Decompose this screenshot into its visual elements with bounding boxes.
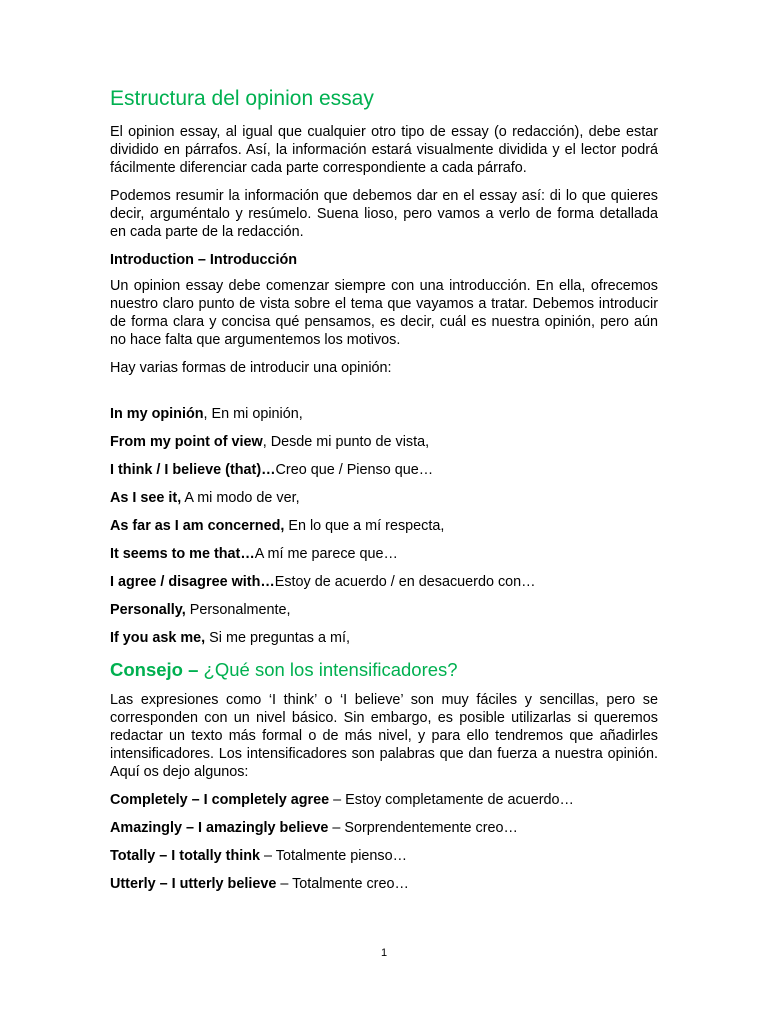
document-title: Estructura del opinion essay [110,87,374,110]
intensifier-spanish: – Sorprendentemente creo… [328,820,518,836]
phrase-english: As I see it, [110,490,182,506]
intensifier-spanish: – Totalmente pienso… [260,848,407,864]
phrase-english: It seems to me that… [110,546,255,562]
intensifier-item [110,875,658,893]
section-paragraph-1: Un opinion essay debe comenzar siempre con una introducción. En ella, ofrecemos nuestro claro punto de vista sobre el tema que vayamos a tratar. Debemos introducir de forma clara y concisa qué pensamos, es decir, cuál es nuestra opinión, pero aún no hace falta que argumentemos los motivos. [110,278,658,348]
opinion-phrase [110,545,658,563]
phrase-english: From my point of view [110,434,263,450]
phrase-english: In my opinión [110,406,204,422]
phrase-spanish: Estoy de acuerdo / en desacuerdo con… [274,574,536,590]
phrase-spanish: A mi modo de ver, [181,490,300,506]
tip-paragraph: Las expresiones como ‘I think’ o ‘I believe’ son muy fáciles y sencillas, pero se corresponden con un nivel básico. Sin embargo, es posible utilizarlas si queremos redactar un texto más formal o de más nivel, y para ello tendremos que añadirles intensificadores. Los intensificadores son palabras que dan fuerza a nuestra opinión. Aquí os dejo algunos: [110,692,658,780]
tip-label: Consejo – [110,659,199,680]
phrase-spanish: Personalmente, [185,602,291,618]
opinion-phrase [110,573,658,591]
opinion-phrase [110,517,658,535]
page-number: 1 [380,947,388,959]
intensifier-spanish: – Totalmente creo… [276,876,409,892]
section-paragraph-2: Hay varias formas de introducir una opinión: [110,360,392,376]
phrase-spanish: , Desde mi punto de vista, [262,434,430,450]
intensifier-item [110,847,658,865]
phrase-english: If you ask me, [110,630,206,646]
intensifier-item [110,819,658,837]
phrase-english: I think / I believe (that)… [110,462,276,478]
phrase-spanish: Creo que / Pienso que… [275,462,434,478]
opinion-phrase [110,405,658,423]
tip-heading [110,657,658,683]
phrase-english: I agree / disagree with… [110,574,275,590]
intro-paragraph-1: El opinion essay, al igual que cualquier otro tipo de essay (o redacción), debe estar dividido en párrafos. Así, la información estará visualmente dividida y el lector podrá fácilmente diferenciar cada parte correspondiente a cada párrafo. [110,124,658,176]
intensifier-english: Utterly – I utterly believe [110,876,277,892]
phrase-spanish: Si me preguntas a mí, [205,630,350,646]
intensifier-item [110,791,658,809]
opinion-phrase [110,433,658,451]
opinion-phrase [110,601,658,619]
intensifier-english: Amazingly – I amazingly believe [110,820,329,836]
intensifier-spanish: – Estoy completamente de acuerdo… [329,792,574,808]
tip-title: ¿Qué son los intensificadores? [198,659,458,680]
intro-paragraph-2: Podemos resumir la información que debemos dar en el essay así: di lo que quieres decir, arguméntalo y resúmelo. Suena lioso, pero vamos a verlo de forma detallada en cada parte de la redacción. [110,188,658,240]
section-heading: Introduction – Introducción [110,252,298,268]
opinion-phrase [110,461,658,479]
phrase-spanish: A mí me parece que… [254,546,398,562]
phrase-english: As far as I am concerned, [110,518,285,534]
opinion-phrase [110,629,658,647]
intensifier-english: Totally – I totally think [110,848,261,864]
phrase-spanish: En lo que a mí respecta, [284,518,445,534]
intensifier-english: Completely – I completely agree [110,792,330,808]
phrase-spanish: , En mi opinión, [203,406,303,422]
document-page [110,84,658,903]
spacer [110,387,658,405]
phrase-english: Personally, [110,602,186,618]
opinion-phrase [110,489,658,507]
